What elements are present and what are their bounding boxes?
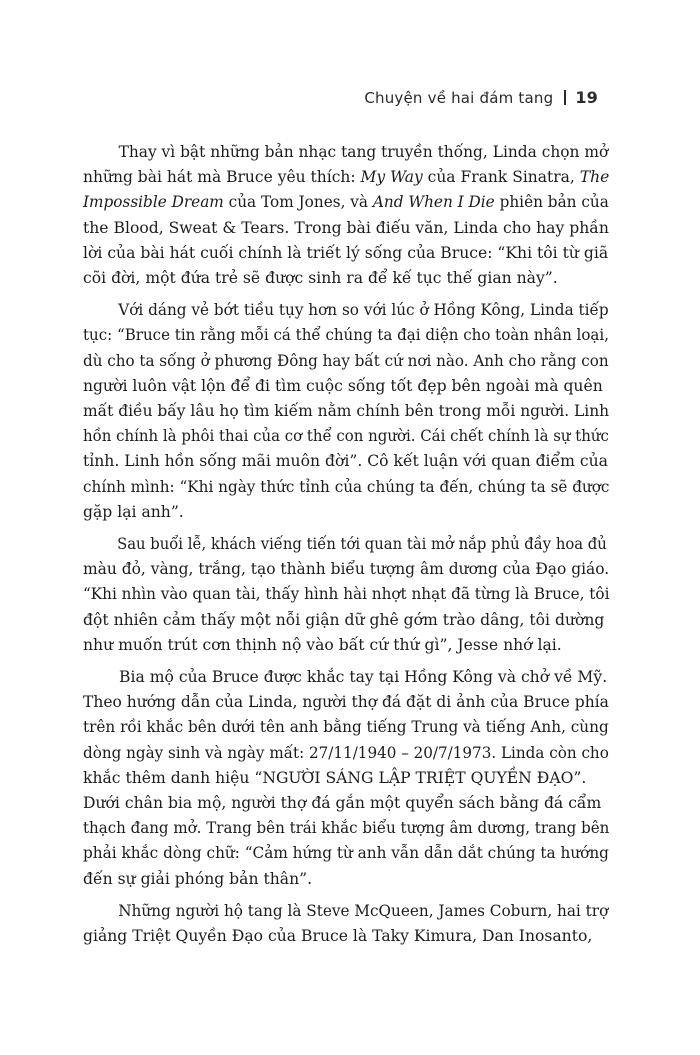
text-line: [83, 165, 609, 190]
text-line: dòng ngày sinh và ngày mất: 27/11/1940 – 20/7/1973. Linda còn cho: [83, 743, 609, 762]
text-line: mất điều bấy lâu họ tìm kiếm nằm chính bên trong mỗi người. Linh: [83, 402, 610, 421]
text-line: tục: “Bruce tin rằng mỗi cá thể chúng ta đại diện cho toàn nhân loại,: [83, 326, 610, 345]
paragraph-5: [83, 899, 609, 949]
text-line: Theo hướng dẫn của Linda, người thợ đá đặt di ảnh của Bruce phía: [83, 693, 609, 712]
text-line: phải khắc dòng chữ: “Cảm hứng từ anh vẫn dẫn dắt chúng ta hướng: [83, 844, 609, 863]
header-separator: [564, 90, 566, 105]
text-line: dù cho ta sống ở phương Đông hay bất cứ nơi nào. Anh cho rằng con: [83, 351, 609, 370]
text-line: Sau buổi lễ, khách viếng tiến tới quan tài mở nắp phủ đầy hoa đủ: [117, 535, 607, 554]
text-line: đột nhiên cảm thấy một nỗi giận dữ ghê gớm trào dâng, tôi dường: [83, 610, 605, 629]
text-line: “Khi nhìn vào quan tài, thấy hình hài nhợt nhạt đã từng là Bruce, tôi: [83, 585, 610, 604]
paragraph-1: [83, 140, 609, 291]
text-line: the Blood, Sweat & Tears. Trong bài điếu văn, Linda cho hay phần: [83, 218, 609, 237]
song-title: And When I Die: [372, 193, 495, 212]
text-line: đến sự giải phóng bản thân”.: [83, 869, 313, 888]
text-line: cõi đời, một đứa trẻ sẽ được sinh ra để kế tục thế gian này”.: [83, 269, 558, 288]
paragraph-3: [83, 532, 609, 658]
text-line: [83, 190, 609, 215]
text-line: thạch đang mở. Trang bên trái khắc biểu tượng âm dương, trang bên: [83, 819, 610, 838]
text-span: của Tom Jones, và: [223, 193, 373, 212]
text-line: Những người hộ tang là Steve McQueen, James Coburn, hai trợ: [118, 901, 609, 920]
text-line: gặp lại anh”.: [83, 502, 184, 521]
page-number: 19: [575, 88, 598, 107]
text-span: phiên bản của: [494, 193, 609, 212]
text-line: Với dáng vẻ bớt tiều tụy hơn so với lúc ở Hồng Kông, Linda tiếp: [118, 301, 609, 320]
text-line: lời của bài hát cuối chính là triết lý sống của Bruce: “Khi tôi từ giã: [83, 243, 609, 262]
song-title: The: [579, 168, 610, 187]
text-line: chính mình: “Khi ngày thức tỉnh của chúng ta đến, chúng ta sẽ được: [83, 477, 610, 496]
paragraph-2: [83, 298, 609, 525]
text-line: Bia mộ của Bruce được khắc tay tại Hồng Kông và chở về Mỹ.: [119, 668, 608, 687]
text-line: trên rồi khắc bên dưới tên anh bằng tiếng Trung và tiếng Anh, cùng: [83, 718, 609, 737]
chapter-title: Chuyện về hai đám tang: [364, 89, 554, 107]
paragraph-4: [83, 665, 609, 892]
body-text: [83, 140, 609, 956]
text-line: giảng Triệt Quyền Đạo của Bruce là Taky Kimura, Dan Inosanto,: [83, 927, 593, 946]
text-line: màu đỏ, vàng, trắng, tạo thành biểu tượng âm dương của Đạo giáo.: [83, 560, 610, 579]
text-line: người luôn vật lộn để đi tìm cuộc sống tốt đẹp bên ngoài mà quên: [83, 376, 603, 395]
text-line: Dưới chân bia mộ, người thợ đá gắn một quyển sách bằng đá cẩm: [83, 794, 602, 813]
text-line: khắc thêm danh hiệu “NGƯỜI SÁNG LẬP TRIỆT QUYỀN ĐẠO”.: [83, 768, 587, 787]
text-line: Thay vì bật những bản nhạc tang truyền thống, Linda chọn mở: [118, 143, 609, 161]
running-header: [364, 88, 598, 107]
text-span: những bài hát mà Bruce yêu thích:: [83, 168, 361, 187]
song-title: My Way: [360, 168, 423, 187]
text-line: tỉnh. Linh hồn sống mãi muôn đời”. Cô kết luận với quan điểm của: [83, 452, 608, 471]
song-title: Impossible Dream: [83, 193, 224, 212]
text-line: như muốn trút cơn thịnh nộ vào bất cứ thứ gì”, Jesse nhớ lại.: [83, 635, 562, 654]
text-span: của Frank Sinatra,: [422, 168, 580, 187]
text-line: hồn chính là phôi thai của cơ thể con người. Cái chết chính là sự thức: [83, 427, 609, 446]
